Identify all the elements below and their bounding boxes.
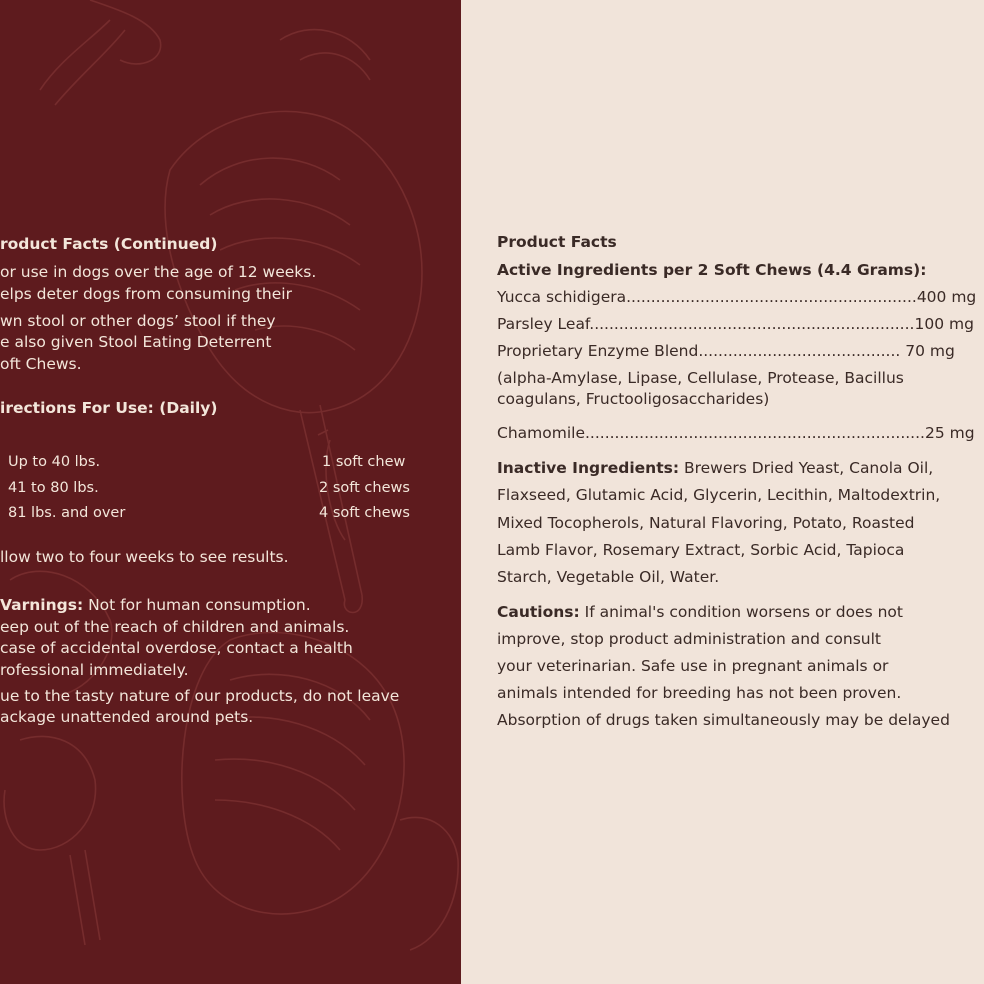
ingredient-dots: .....................................................................	[584, 424, 925, 442]
warnings-line: ackage unattended around pets.	[0, 708, 254, 726]
dosage-weight: 41 to 80 lbs.	[8, 480, 99, 496]
left-heading: roduct Facts (Continued)	[0, 235, 218, 253]
ingredient-dots: ..................................................................	[589, 315, 915, 333]
dosage-amount: 1 soft chew	[322, 454, 406, 470]
ingredient-dots: ...........................................................	[626, 288, 917, 306]
inactive-line: Lamb Flavor, Rosemary Extract, Sorbic Acid, Tapioca	[497, 541, 905, 559]
active-ingredient-row	[497, 314, 974, 335]
cautions-line: Absorption of drugs taken simultaneously may be delayed	[497, 711, 950, 729]
warnings-label: Varnings:	[0, 596, 84, 614]
intro-line: elps deter dogs from consuming their	[0, 285, 292, 303]
dosage-weight: 81 lbs. and over	[8, 505, 126, 521]
warnings-line: case of accidental overdose, contact a health	[0, 639, 353, 657]
intro-line: wn stool or other dogs’ stool if they	[0, 312, 276, 330]
cautions-line: improve, stop product administration and consult	[497, 630, 881, 648]
enzyme-detail: coagulans, Fructooligosaccharides)	[497, 390, 770, 408]
active-ingredient-row	[497, 341, 955, 362]
ingredient-amount: 100 mg	[914, 315, 974, 333]
warnings-line	[0, 595, 311, 616]
warnings-line: rofessional immediately.	[0, 661, 189, 679]
active-ingredient-row	[497, 287, 976, 308]
inactive-first-text: Brewers Dried Yeast, Canola Oil,	[679, 459, 934, 477]
cautions-line: your veterinarian. Safe use in pregnant animals or	[497, 657, 889, 675]
dosage-amount: 4 soft chews	[319, 505, 410, 521]
inactive-line: Mixed Tocopherols, Natural Flavoring, Potato, Roasted	[497, 514, 915, 532]
cautions-label: Cautions:	[497, 603, 580, 621]
inactive-line: Starch, Vegetable Oil, Water.	[497, 568, 720, 586]
active-ingredients-heading: Active Ingredients per 2 Soft Chews (4.4 Grams):	[497, 261, 927, 279]
inactive-line: Flaxseed, Glutamic Acid, Glycerin, Lecithin, Maltodextrin,	[497, 486, 941, 504]
dosage-weight: Up to 40 lbs.	[8, 454, 101, 470]
chamomile-row	[497, 423, 975, 444]
intro-line: e also given Stool Eating Deterrent	[0, 333, 272, 351]
warnings-first-text: Not for human consumption.	[83, 596, 311, 614]
warnings-line: eep out of the reach of children and animals.	[0, 618, 350, 636]
ingredient-name: Parsley Leaf	[497, 315, 590, 333]
ingredient-name: Yucca schidigera	[497, 288, 627, 306]
warnings-line: ue to the tasty nature of our products, do not leave	[0, 687, 400, 705]
enzyme-detail: (alpha-Amylase, Lipase, Cellulase, Protease, Bacillus	[497, 369, 904, 387]
intro-line: or use in dogs over the age of 12 weeks.	[0, 263, 317, 281]
ingredient-dots: .........................................	[698, 342, 901, 360]
ingredient-name: Chamomile	[497, 424, 585, 442]
cautions-line	[497, 602, 903, 623]
right-panel	[461, 0, 984, 984]
left-panel	[0, 0, 461, 984]
inactive-line	[497, 458, 933, 479]
dosage-amount: 2 soft chews	[319, 480, 410, 496]
cautions-line: animals intended for breeding has not been proven.	[497, 684, 902, 702]
intro-line: oft Chews.	[0, 355, 82, 373]
ingredient-amount: 400 mg	[916, 288, 977, 306]
inactive-label: Inactive Ingredients:	[497, 459, 680, 477]
ingredient-amount: 70 mg	[900, 342, 955, 360]
cautions-first-text: If animal's condition worsens or does not	[579, 603, 903, 621]
results-note: llow two to four weeks to see results.	[0, 548, 289, 566]
right-heading: Product Facts	[497, 233, 617, 251]
directions-heading: irections For Use: (Daily)	[0, 399, 218, 417]
ingredient-amount: 25 mg	[924, 424, 975, 442]
ingredient-name: Proprietary Enzyme Blend	[497, 342, 699, 360]
